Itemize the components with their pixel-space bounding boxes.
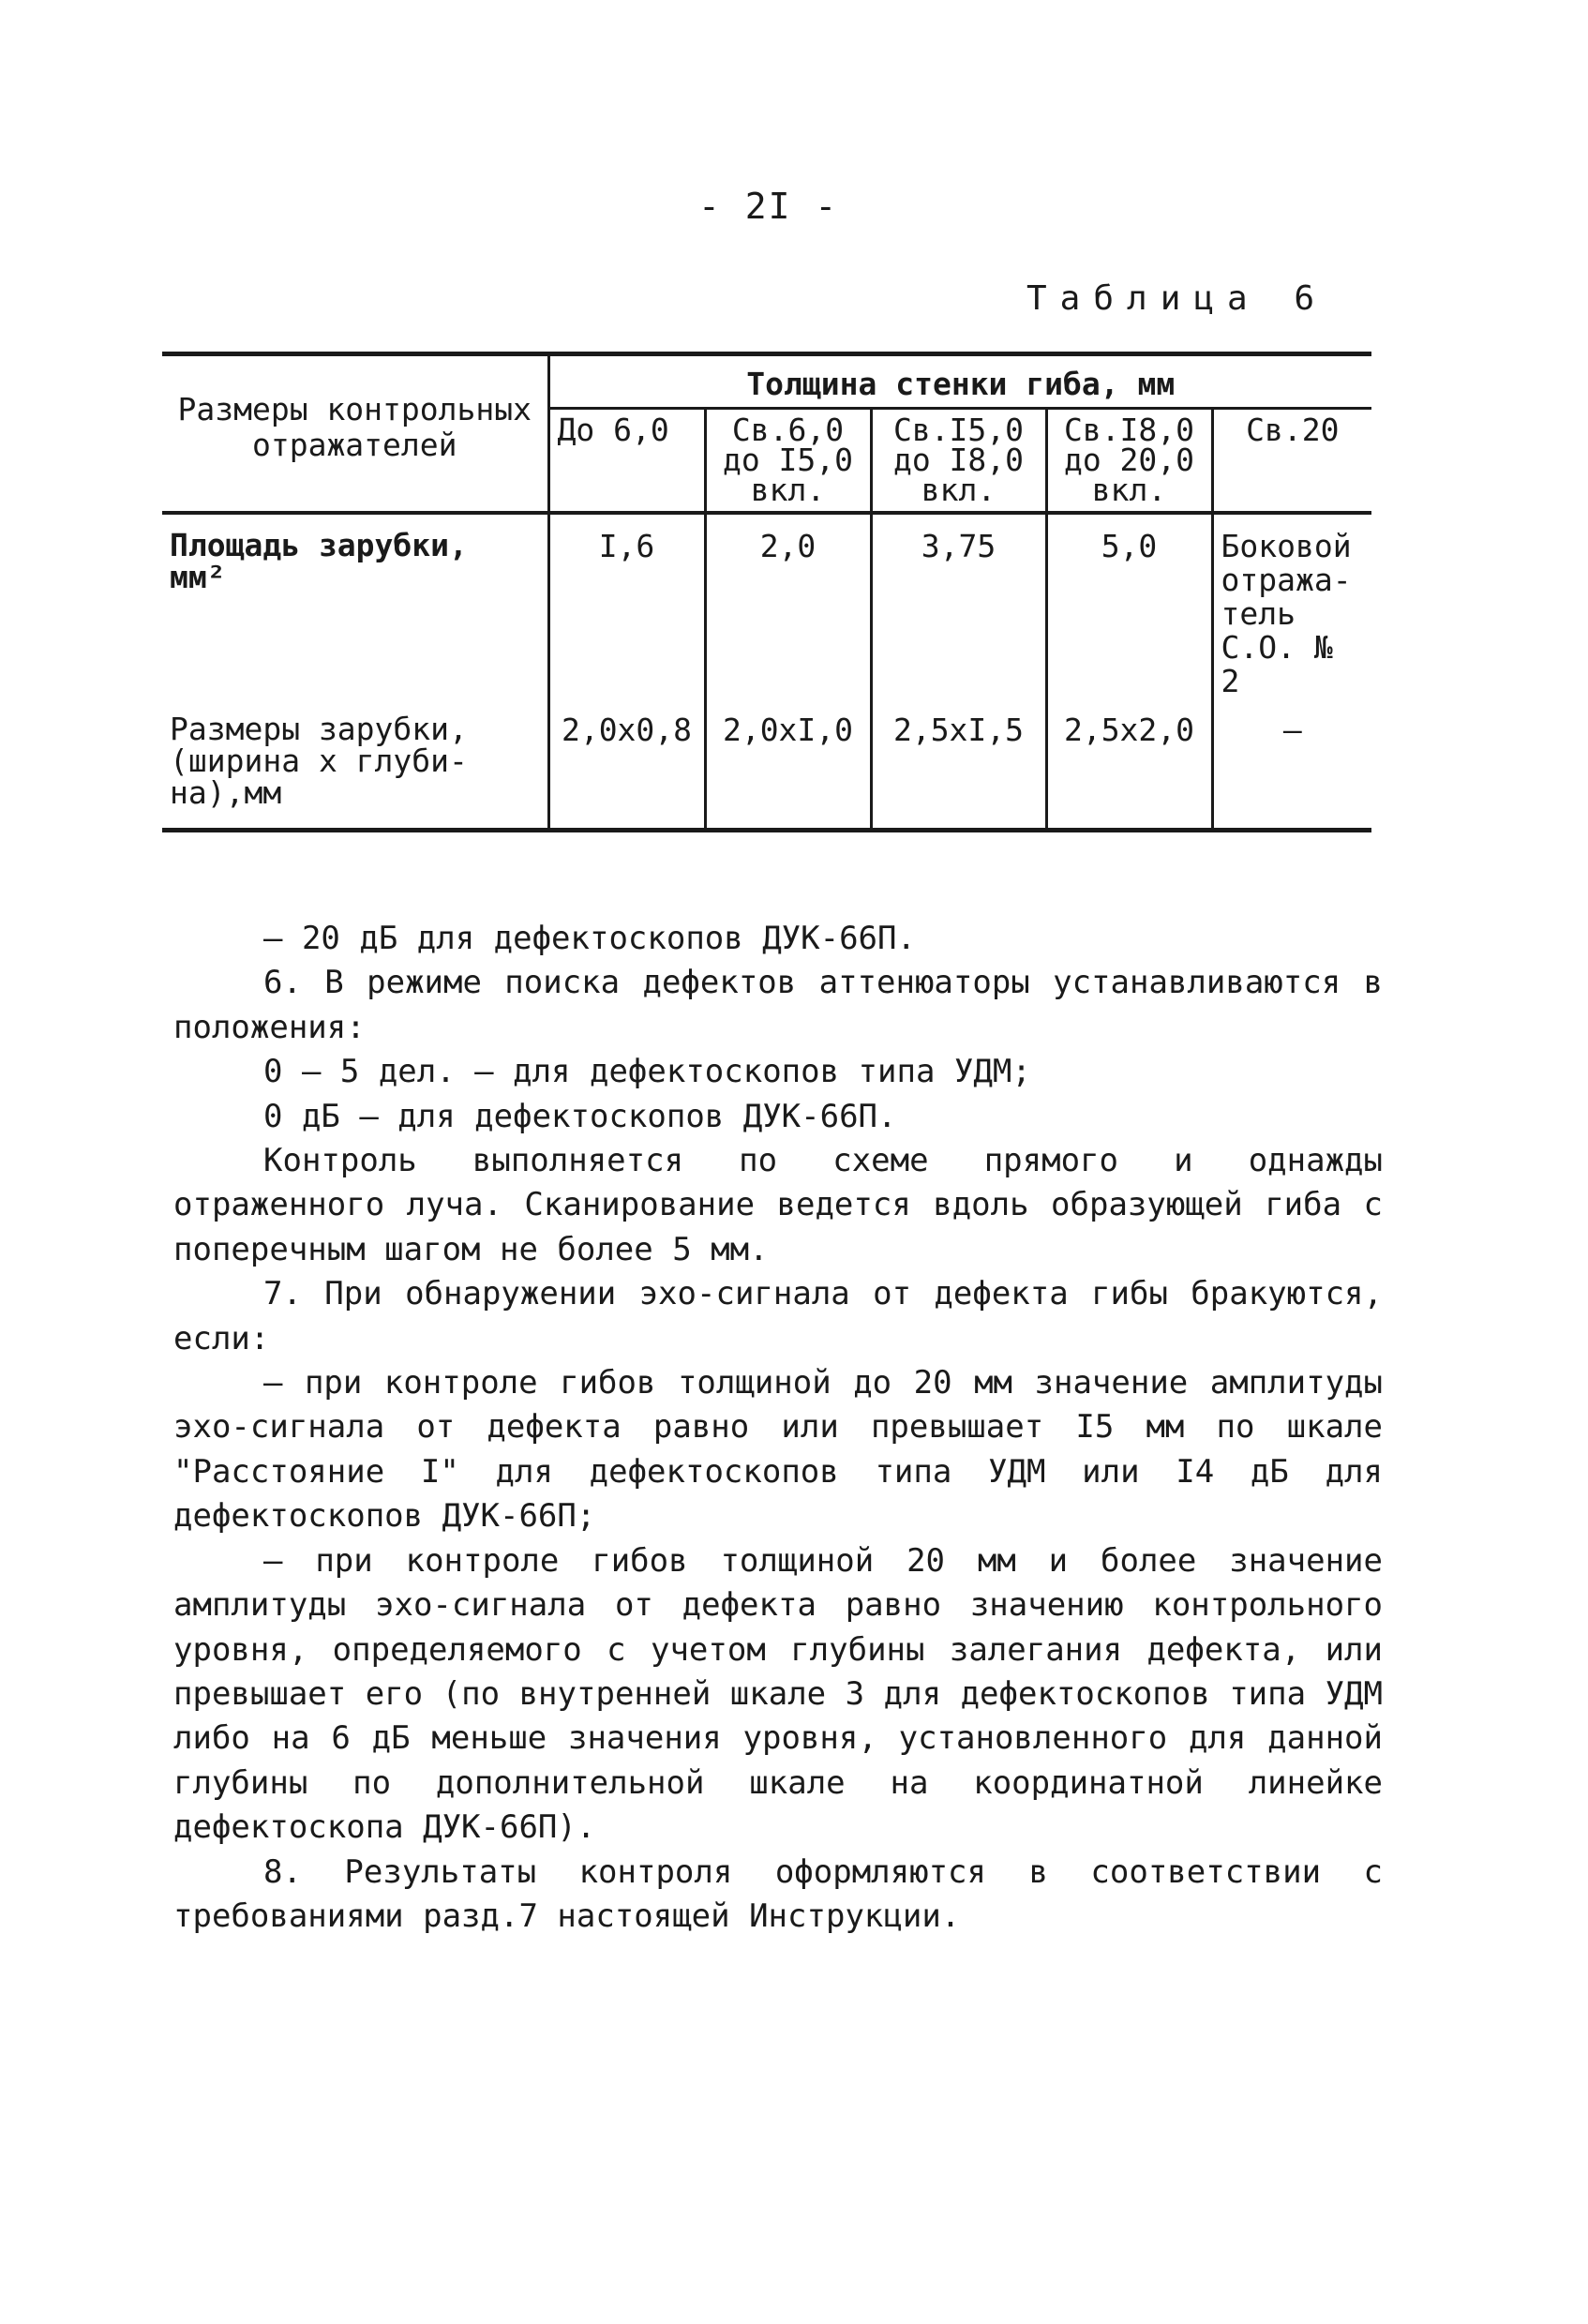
table-cell: 5,0 xyxy=(1046,513,1212,704)
table-cell: Боковой отража-тель С.О. № 2 xyxy=(1212,513,1371,704)
paragraph: 0 – 5 дел. – для дефектоскопов типа УДМ; xyxy=(263,1053,1031,1091)
row-label: Площадь зарубки, мм² xyxy=(170,527,468,595)
paragraph: 8. Результаты контроля оформляются в соответствии с требованиями разд.7 настоящей Инструкции. xyxy=(173,1852,1383,1935)
paragraph: 0 дБ – для дефектоскопов ДУК-66П. xyxy=(263,1097,897,1135)
body-text xyxy=(173,917,1383,1939)
paragraph: Контроль выполняется по схеме прямого и однажды отраженного луча. Сканирование ведется вдоль образующей гиба с поперечным шагом не более 5 мм. xyxy=(173,1142,1383,1268)
table-cell: 2,5хI,5 xyxy=(871,704,1046,831)
table-cell: I,6 xyxy=(548,513,705,704)
table-cell: 2,5х2,0 xyxy=(1046,704,1212,831)
column-header: Св.I5,0 до I8,0 вкл. xyxy=(871,409,1046,514)
paragraph: 7. При обнаружении эхо-сигнала от дефекта гибы бракуются, если: xyxy=(173,1275,1383,1357)
paragraph: – 20 дБ для дефектоскопов ДУК-66П. xyxy=(263,920,916,957)
row-label: Размеры зарубки, (ширина х глуби-на),мм xyxy=(162,704,548,831)
paragraph: – при контроле гибов толщиной до 20 мм значение амплитуды эхо-сигнала от дефекта равно или превышает I5 мм по шкале "Расстояние I" для дефектоскопов типа УДМ или I4 дБ для дефектоскопов ДУК-66П; xyxy=(173,1364,1383,1536)
table-cell: 2,0х0,8 xyxy=(548,704,705,831)
group-header: Толщина стенки гиба, мм xyxy=(548,354,1371,409)
column-header: Св.20 xyxy=(1212,409,1371,514)
table-cell: 3,75 xyxy=(871,513,1046,704)
table-cell: – xyxy=(1212,704,1371,831)
column-header: Св.6,0 до I5,0 вкл. xyxy=(705,409,871,514)
row-header: Размеры контрольных отражателей xyxy=(162,354,548,514)
table-title: Таблица 6 xyxy=(1026,279,1328,318)
table-cell: 2,0 xyxy=(705,513,871,704)
table-row xyxy=(162,513,1371,704)
column-header: Св.I8,0 до 20,0 вкл. xyxy=(1046,409,1212,514)
page-number: - 2I - xyxy=(698,186,839,227)
reflector-size-table xyxy=(162,352,1371,832)
paragraph: 6. В режиме поиска дефектов аттенюаторы устанавливаются в положения: xyxy=(173,964,1383,1046)
table-row xyxy=(162,704,1371,831)
paragraph: – при контроле гибов толщиной 20 мм и более значение амплитуды эхо-сигнала от дефекта равно значению контрольного уровня, определяемого с учетом глубины залегания дефекта, или превышает его (по внутренней шкале 3 для дефектоскопов типа УДМ либо на 6 дБ меньше значения уровня, установленного для данной глубины по дополнительной шкале на координатной линейке дефектоскопа ДУК-66П). xyxy=(173,1541,1383,1847)
table-cell: 2,0хI,0 xyxy=(705,704,871,831)
column-header: До 6,0 xyxy=(548,409,705,514)
